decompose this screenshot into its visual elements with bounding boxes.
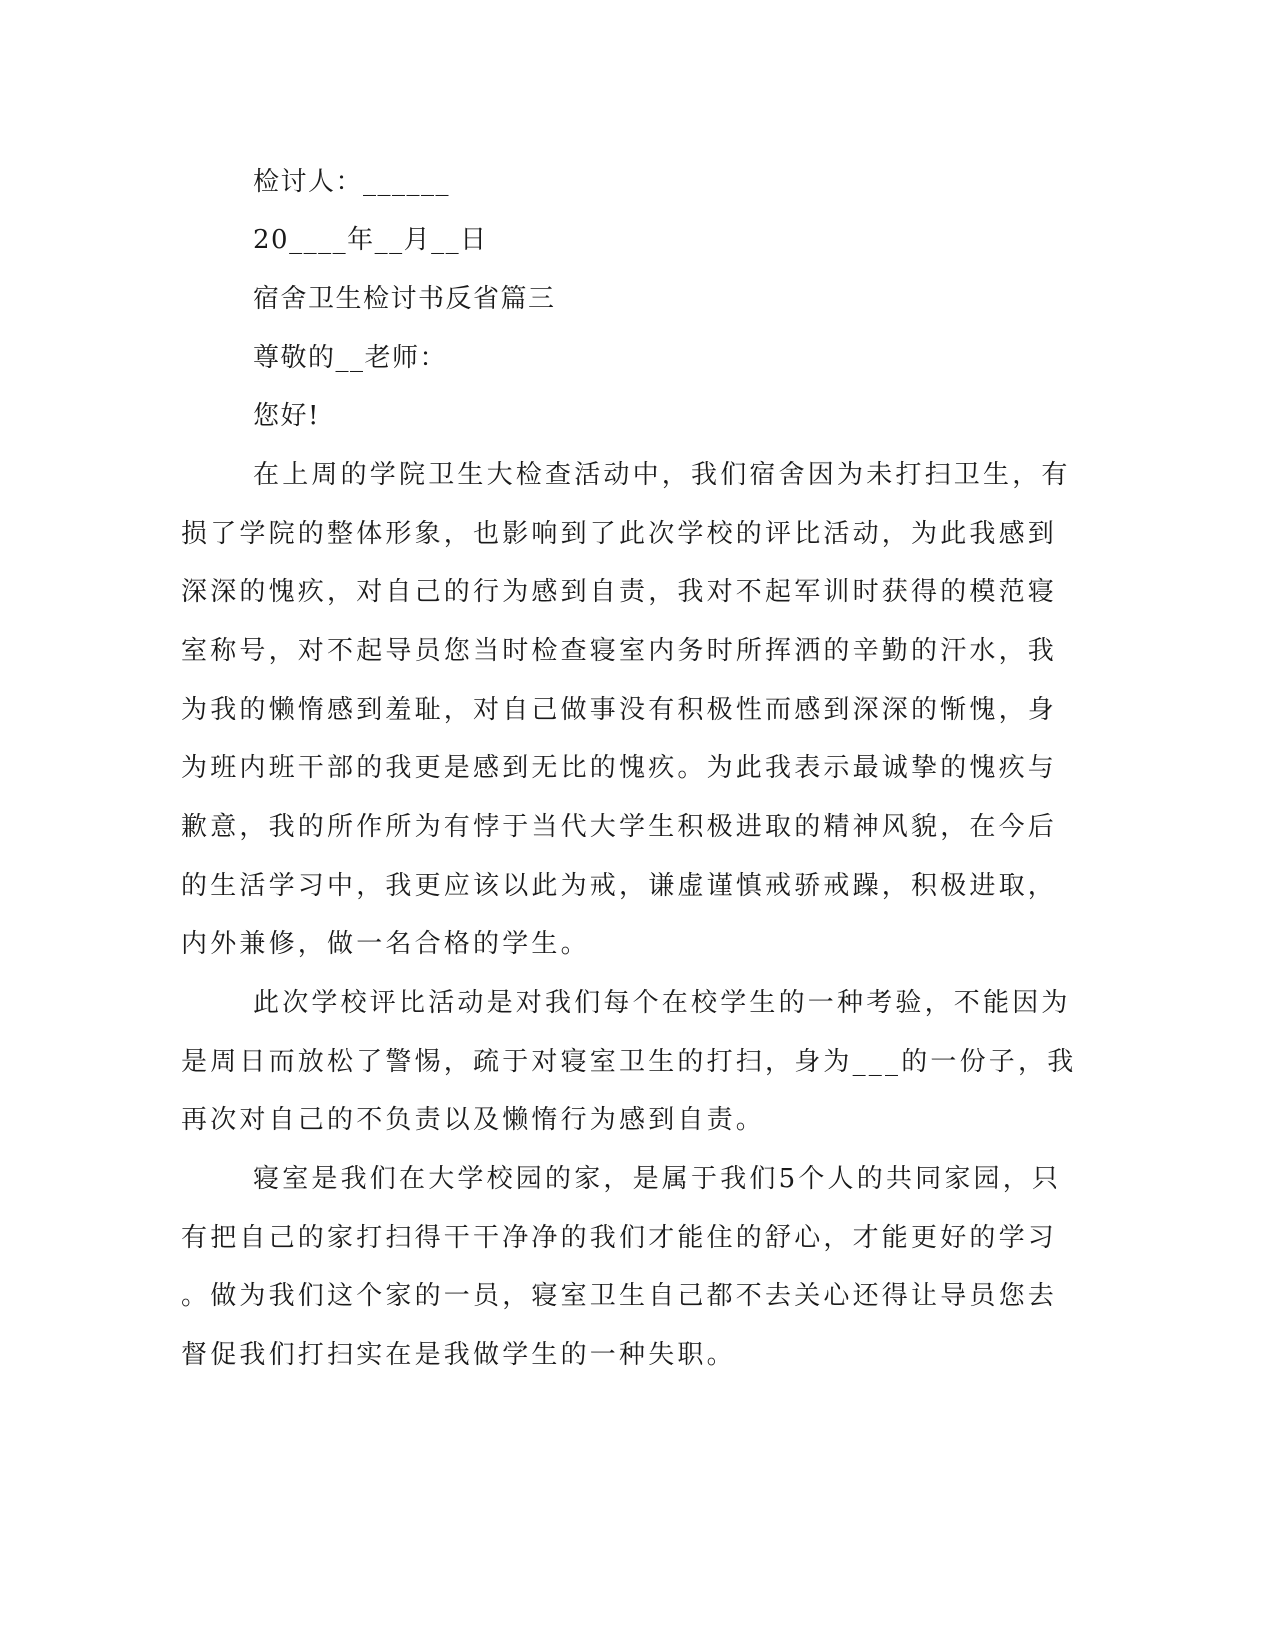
paragraph-line: 歉意，我的所作所为有悖于当代大学生积极进取的精神风貌，在今后 (181, 812, 1058, 842)
paragraph-line: 。做为我们这个家的一员，寝室卫生自己都不去关心还得让导员您去 (181, 1281, 1058, 1311)
paragraph-line: 在上周的学院卫生大检查活动中，我们宿舍因为未打扫卫生，有 (253, 460, 1071, 490)
paragraph-line: 的生活学习中，我更应该以此为戒，谦虚谨慎戒骄戒躁，积极进取， (181, 871, 1058, 901)
paragraph-line: 寝室是我们在大学校园的家，是属于我们5个人的共同家园，只 (253, 1164, 1062, 1194)
paragraph-line: 再次对自己的不负责以及懒惰行为感到自责。 (181, 1105, 766, 1135)
paragraph-line: 室称号，对不起导员您当时检查寝室内务时所挥洒的辛勤的汗水，我 (181, 636, 1058, 666)
paragraph-line: 有把自己的家打扫得干干净净的我们才能住的舒心，才能更好的学习 (181, 1223, 1058, 1253)
paragraph-line: 内外兼修，做一名合格的学生。 (181, 929, 590, 959)
paragraph-line: 深深的愧疚，对自己的行为感到自责，我对不起军训时获得的模范寝 (181, 577, 1058, 607)
paragraph-line: 督促我们打扫实在是我做学生的一种失职。 (181, 1340, 736, 1370)
paragraph-line: 损了学院的整体形象，也影响到了此次学校的评比活动，为此我感到 (181, 519, 1058, 549)
paragraph-line: 此次学校评比活动是对我们每个在校学生的一种考验，不能因为 (253, 988, 1071, 1018)
signature-date: 20____年__月__日 (253, 225, 488, 255)
paragraph-line: 是周日而放松了警惕，疏于对寝室卫生的打扫，身为___的一份子，我 (181, 1047, 1077, 1077)
salutation: 尊敬的__老师： (253, 343, 448, 373)
signature-label: 检讨人：______ (253, 167, 451, 197)
greeting: 您好! (253, 401, 320, 431)
section-title: 宿舍卫生检讨书反省篇三 (253, 284, 556, 314)
paragraph-line: 为班内班干部的我更是感到无比的愧疚。为此我表示最诚挚的愧疚与 (181, 753, 1058, 783)
paragraph-line: 为我的懒惰感到羞耻，对自己做事没有积极性而感到深深的惭愧，身 (181, 695, 1058, 725)
